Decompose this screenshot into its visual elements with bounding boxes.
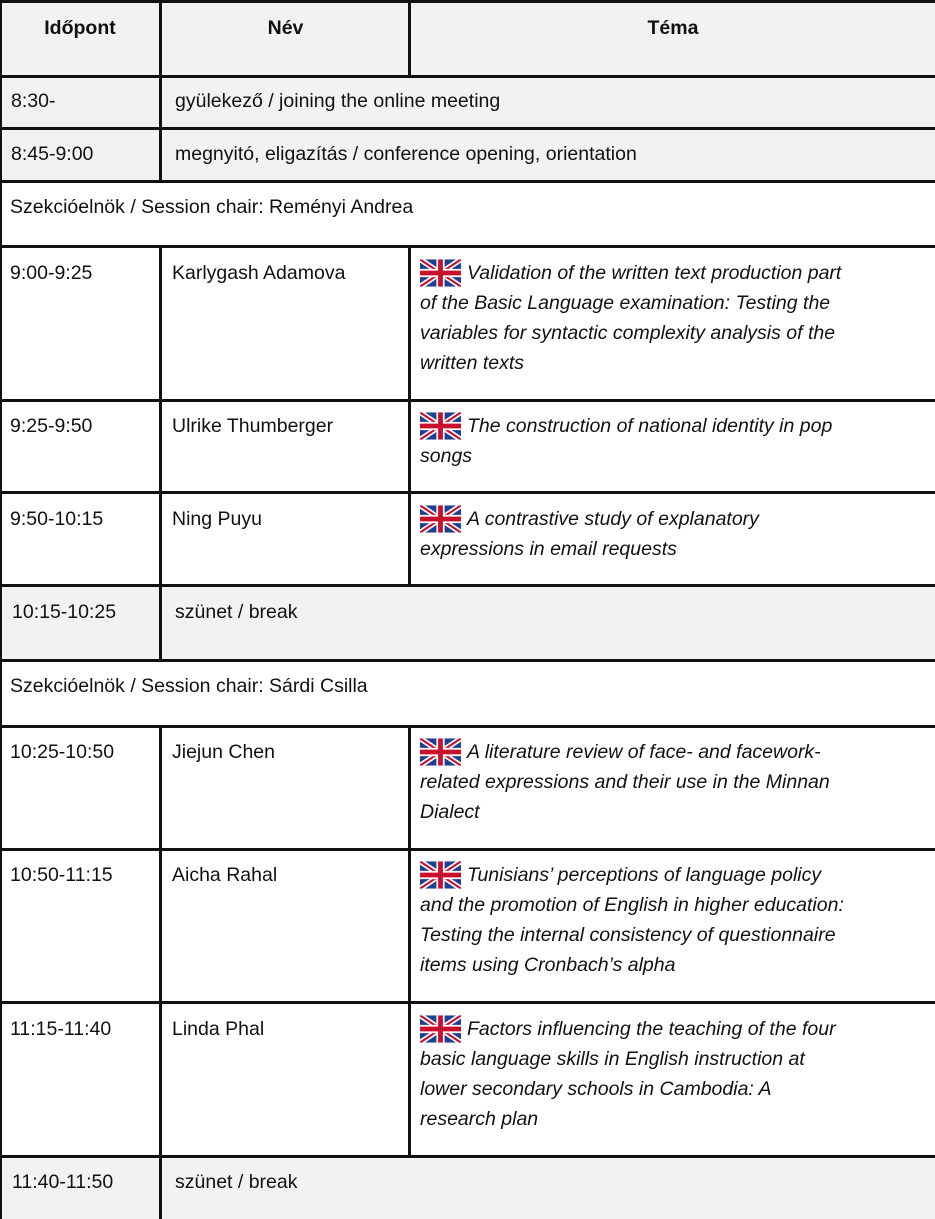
talk-speaker: Ning Puyu: [172, 508, 262, 530]
talk-time: 9:50-10:15: [10, 508, 104, 530]
row-divider: [0, 584, 935, 587]
talk-speaker: Karlygash Adamova: [172, 262, 346, 284]
row-divider: [0, 245, 935, 248]
topic-line: Testing the internal consistency of questionnaire: [420, 924, 836, 946]
column-divider: [159, 245, 162, 661]
topic-line: basic language skills in English instruction at: [420, 1048, 805, 1070]
uk-flag-icon: [420, 504, 461, 534]
break-time-1: 10:15-10:25: [12, 601, 117, 623]
topic-line: variables for syntactic complexity analysis of the: [420, 322, 836, 344]
session-chair-1: Szekcióelnök / Session chair: Reményi Andrea: [10, 196, 414, 218]
uk-flag-icon: [420, 860, 461, 890]
break-time-2: 11:40-11:50: [12, 1171, 114, 1193]
topic-line: expressions in email requests: [420, 538, 677, 560]
talk-topic: [420, 504, 930, 564]
intro-time-2: 8:45-9:00: [11, 143, 94, 165]
topic-line: related expressions and their use in the Minnan: [420, 771, 830, 793]
talk-time: 9:25-9:50: [10, 415, 93, 437]
break-row-1: [0, 587, 935, 661]
talk-topic: [420, 258, 930, 378]
header-time: Időpont: [44, 17, 116, 39]
break-text-1: szünet / break: [175, 601, 298, 623]
row-divider: [0, 399, 935, 402]
column-divider: [408, 725, 411, 1157]
topic-line: research plan: [420, 1108, 539, 1130]
row-divider: [0, 848, 935, 851]
column-divider: [408, 245, 411, 586]
talk-topic: [420, 737, 930, 827]
intro-text-1: gyülekező / joining the online meeting: [175, 90, 501, 112]
topic-line: A literature review of face- and facework-: [467, 741, 821, 763]
row-divider: [0, 725, 935, 728]
talk-topic: [420, 1014, 930, 1134]
topic-line: Factors influencing the teaching of the four: [467, 1018, 836, 1040]
row-divider: [0, 1001, 935, 1004]
topic-line: songs: [420, 445, 473, 467]
talk-time: 9:00-9:25: [10, 262, 93, 284]
topic-line: Validation of the written text production part: [467, 262, 842, 284]
topic-line: written texts: [420, 352, 525, 374]
topic-line: Tunisians’ perceptions of language policy: [467, 864, 822, 886]
talk-topic: [420, 411, 930, 471]
topic-line: The construction of national identity in pop: [467, 415, 833, 437]
intro-text-2: megnyitó, eligazítás / conference opening, orientation: [175, 143, 637, 165]
topic-line: Dialect: [420, 801, 480, 823]
table-border: [0, 0, 935, 3]
talk-time: 11:15-11:40: [10, 1018, 112, 1040]
talk-speaker: Linda Phal: [172, 1018, 265, 1040]
topic-line: A contrastive study of explanatory: [467, 508, 759, 530]
row-divider: [0, 659, 935, 662]
row-divider: [0, 491, 935, 494]
row-divider: [0, 180, 935, 183]
break-text-2: szünet / break: [175, 1171, 298, 1193]
topic-line: lower secondary schools in Cambodia: A: [420, 1078, 772, 1100]
intro-time-1: 8:30-: [11, 90, 56, 112]
column-divider: [408, 0, 411, 77]
uk-flag-icon: [420, 737, 461, 767]
header-topic: Téma: [647, 17, 699, 39]
row-divider: [0, 1155, 935, 1158]
talk-topic: [420, 860, 930, 980]
table-border: [0, 0, 2, 1219]
talk-time: 10:50-11:15: [10, 864, 113, 886]
topic-line: of the Basic Language examination: Testing the: [420, 292, 831, 314]
column-divider: [159, 0, 162, 182]
header-name: Név: [267, 17, 304, 39]
uk-flag-icon: [420, 411, 461, 441]
talk-time: 10:25-10:50: [10, 741, 115, 763]
talk-speaker: Aicha Rahal: [172, 864, 278, 886]
session-chair-2: Szekcióelnök / Session chair: Sárdi Csilla: [10, 675, 368, 697]
topic-line: items using Cronbach’s alpha: [420, 954, 676, 976]
uk-flag-icon: [420, 1014, 461, 1044]
topic-line: and the promotion of English in higher education:: [420, 894, 844, 916]
column-divider: [159, 725, 162, 1219]
break-row-2: [0, 1157, 935, 1219]
talk-speaker: Jiejun Chen: [172, 741, 275, 763]
row-divider: [0, 127, 935, 130]
row-divider: [0, 75, 935, 78]
talk-speaker: Ulrike Thumberger: [172, 415, 334, 437]
uk-flag-icon: [420, 258, 461, 288]
